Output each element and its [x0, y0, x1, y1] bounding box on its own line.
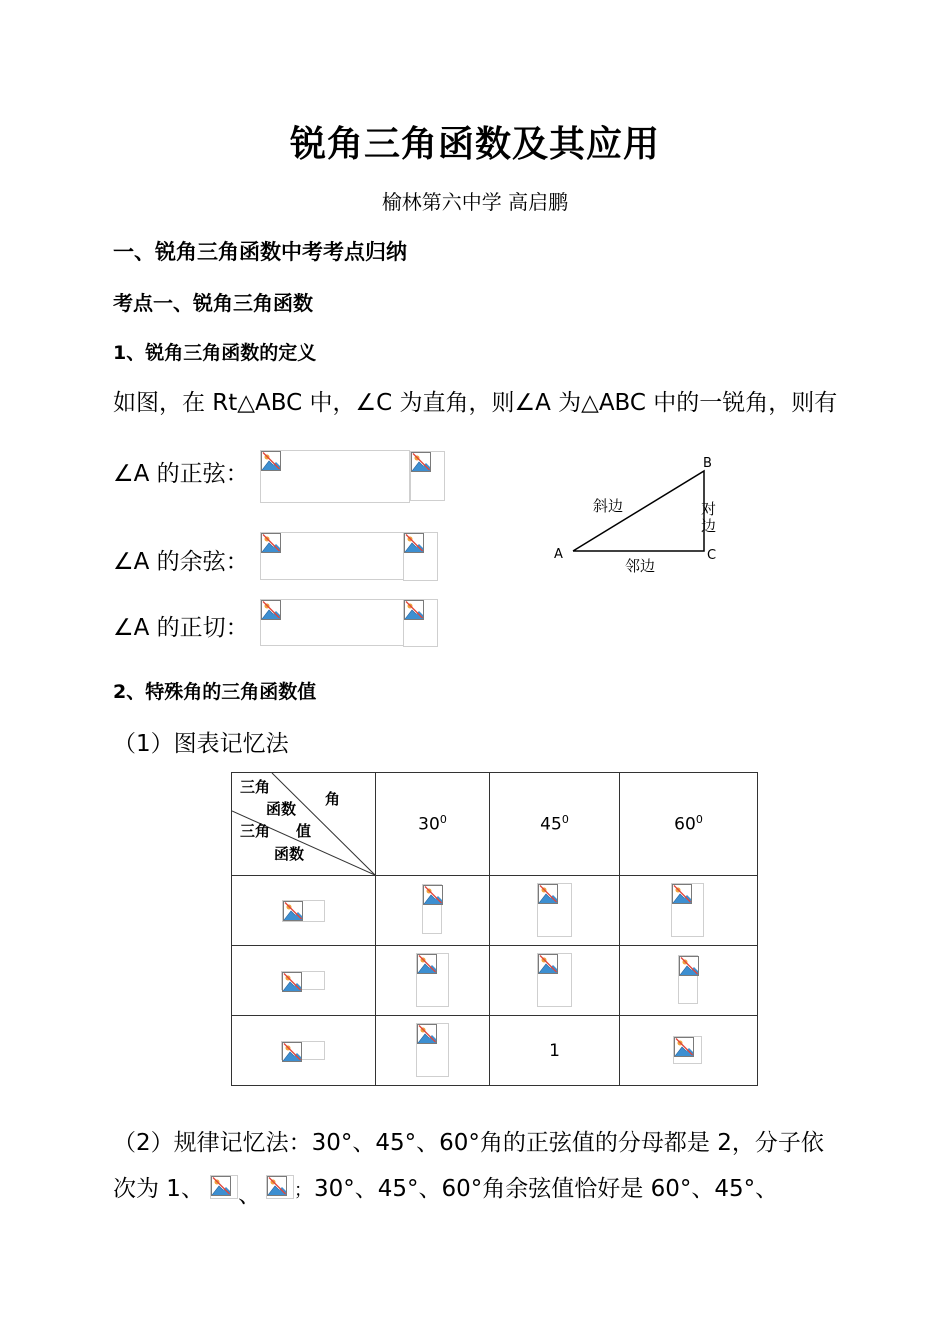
broken-image-icon — [211, 1176, 231, 1196]
cos45-image — [537, 953, 572, 1007]
sin-label: ∠A 的正弦： — [113, 461, 249, 487]
broken-image-icon — [261, 600, 281, 620]
method2-line1: （2）规律记忆法：30°、45°、60°角的正弦值的分母都是 2，分子依 — [113, 1130, 824, 1156]
method2-separator-1: 、 — [238, 1182, 261, 1208]
sqrt3-image — [266, 1175, 294, 1199]
sin60-cell — [620, 876, 758, 946]
vertex-c-label: C — [707, 548, 717, 563]
tan30-image — [416, 1023, 449, 1077]
broken-image-icon — [282, 1042, 302, 1062]
broken-image-icon — [423, 885, 443, 905]
opposite-label-1: 对 — [701, 500, 717, 518]
sin-fraction-image — [410, 451, 445, 501]
hypotenuse-label: 斜边 — [593, 497, 624, 515]
tan45-cell: 1 — [490, 1016, 620, 1086]
cos-fraction-image — [403, 532, 438, 581]
tan30-cell — [376, 1016, 490, 1086]
hdr-zhi: 值 — [296, 822, 312, 840]
cos30-cell — [376, 946, 490, 1016]
tan-fraction-image — [403, 599, 438, 647]
broken-image-icon — [404, 533, 424, 553]
row-sin-label — [232, 876, 376, 946]
sin45-cell — [490, 876, 620, 946]
broken-image-icon — [267, 1176, 287, 1196]
intro-paragraph: 如图，在 Rt△ABC 中，∠C 为直角，则∠A 为△ABC 中的一锐角，则有 — [113, 390, 838, 416]
sqrt2-image — [210, 1175, 238, 1199]
broken-image-icon — [411, 452, 431, 472]
cos-name-image — [281, 971, 325, 990]
section-heading-1: 一、锐角三角函数中考考点归纳 — [113, 240, 407, 264]
method2-line2-start: 次为 1、 — [113, 1176, 204, 1202]
broken-image-icon — [417, 1024, 437, 1044]
header-45: $45^0$ — [490, 773, 620, 876]
table-header-corner — [232, 773, 376, 876]
method1-heading: （1）图表记忆法 — [113, 731, 289, 757]
sin30-cell — [376, 876, 490, 946]
hdr-hanshu2: 函数 — [274, 845, 305, 863]
row-cos-label — [232, 946, 376, 1016]
method2-line2-end: 30°、45°、60°角余弦值恰好是 60°、45°、 — [314, 1176, 779, 1202]
cos-label: ∠A 的余弦： — [113, 549, 249, 575]
item-heading-2: 2、特殊角的三角函数值 — [113, 681, 317, 703]
tan60-image — [673, 1036, 702, 1064]
right-triangle-figure — [540, 450, 740, 580]
sin-name-image — [282, 900, 325, 922]
broken-image-icon — [283, 901, 303, 921]
broken-image-icon — [672, 884, 692, 904]
tan-formula-image — [260, 599, 404, 646]
tan-label: ∠A 的正切： — [113, 615, 249, 641]
header-30: $30^0$ — [376, 773, 490, 876]
broken-image-icon — [404, 600, 424, 620]
hdr-sanjiao2: 三角 — [240, 822, 271, 840]
sin-formula-image — [260, 450, 410, 503]
page-title: 锐角三角函数及其应用 — [289, 124, 660, 165]
special-angles-table — [231, 772, 758, 1086]
header-60: $60^0$ — [620, 773, 758, 876]
hdr-jiao: 角 — [325, 790, 341, 808]
broken-image-icon — [538, 884, 558, 904]
cos60-image — [678, 955, 698, 1004]
broken-image-icon — [417, 954, 437, 974]
adjacent-label: 邻边 — [625, 557, 656, 575]
author-line: 榆林第六中学 高启鹏 — [381, 190, 569, 214]
hdr-sanjiao: 三角 — [240, 778, 271, 796]
cos60-cell — [620, 946, 758, 1016]
sin45-image — [537, 883, 572, 937]
sin30-image — [422, 884, 442, 934]
item-heading-1: 1、锐角三角函数的定义 — [113, 342, 317, 364]
broken-image-icon — [674, 1037, 694, 1057]
broken-image-icon — [261, 533, 281, 553]
cos-formula-image — [260, 532, 404, 580]
topic-heading-1: 考点一、锐角三角函数 — [113, 291, 313, 315]
broken-image-icon — [679, 956, 699, 976]
tan60-cell — [620, 1016, 758, 1086]
hdr-hanshu: 函数 — [266, 800, 297, 818]
tan-name-image — [281, 1041, 325, 1060]
method2-separator-2: ； — [294, 1180, 312, 1201]
sin60-image — [671, 883, 704, 937]
vertex-a-label: A — [554, 547, 563, 562]
opposite-label-2: 边 — [701, 517, 717, 535]
row-tan-label — [232, 1016, 376, 1086]
cos45-cell — [490, 946, 620, 1016]
cos30-image — [416, 953, 449, 1007]
vertex-b-label: B — [703, 456, 712, 471]
broken-image-icon — [538, 954, 558, 974]
broken-image-icon — [261, 451, 281, 471]
broken-image-icon — [282, 972, 302, 992]
